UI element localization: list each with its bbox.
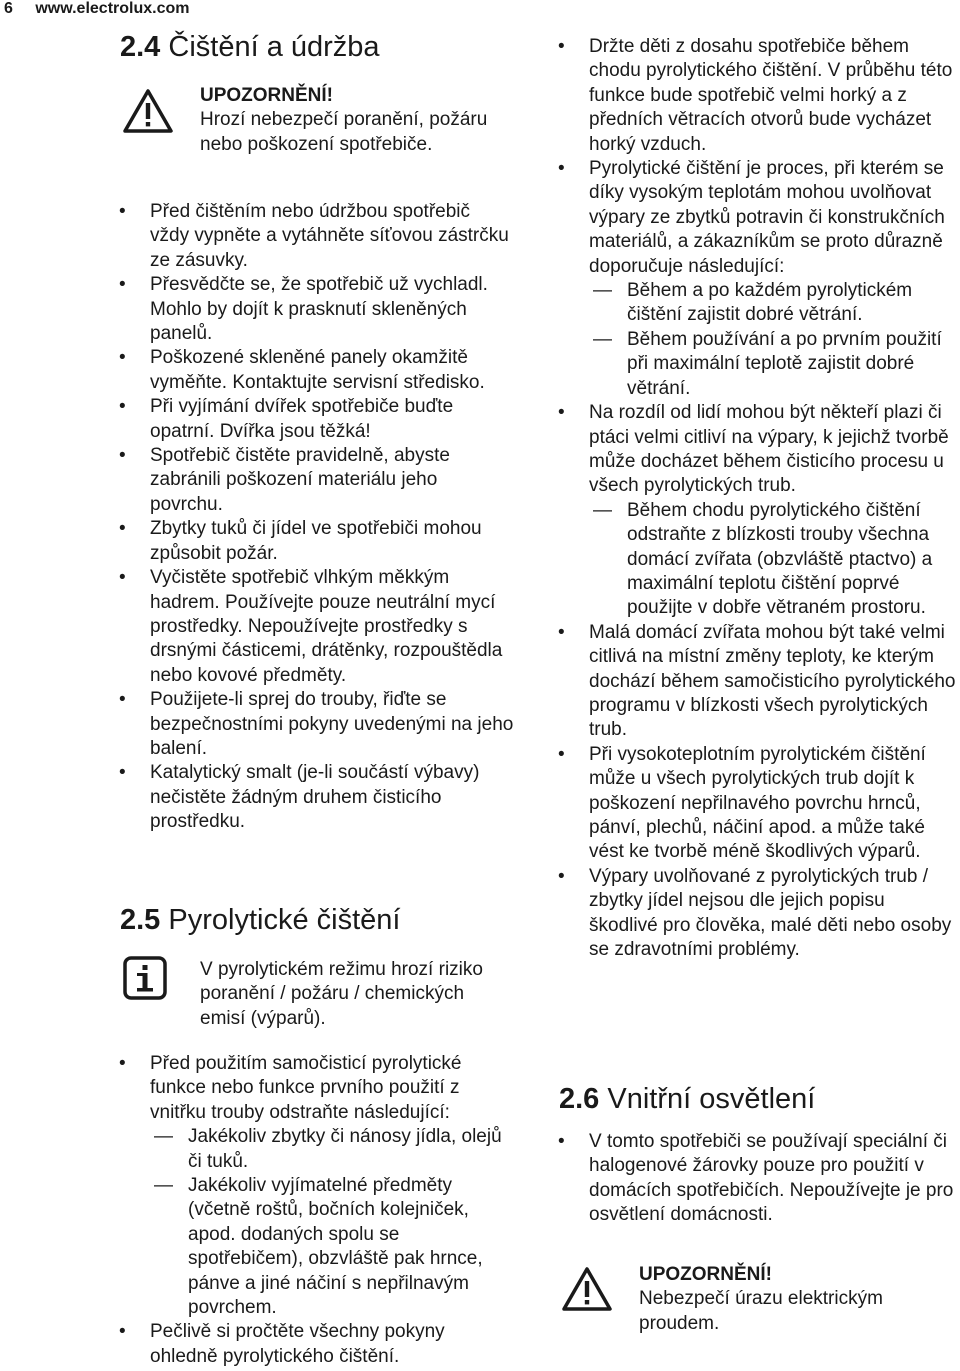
info-box [200,958,510,1031]
warning-text: Nebezpečí úrazu elektrickým proudem. [639,1288,883,1334]
section-2-5-heading [120,904,400,937]
list-item-text: Před použitím samočisticí pyrolytické funkce nebo funkce prvního použití z vnitřku trouby odstraňte následující: [150,1053,462,1123]
list-item: • Přesvědčte se, že spotřebič už vychladl. Mohlo by dojít k prasknutí skleněných panelů. [114,273,514,346]
list-item: • Držte děti z dosahu spotřebiče během chodu pyrolytického čištění. V průběhu této funkce bude spotřebič velmi horký a z předních větracích otvorů bude vycházet horký vzduch. [553,35,958,157]
list-item [553,157,958,401]
sub-list [150,1125,514,1320]
section-number: 2.5 [120,904,161,936]
section-2-4-heading [120,31,380,64]
page-header [4,0,189,18]
list-item: • Před čištěním nebo údržbou spotřebič vždy vypněte a vytáhněte síťovou zástrčku ze zásuvky. [114,200,514,273]
section-title: Čištění a údržba [168,31,380,63]
cleaning-bullet-list [114,200,514,835]
sub-list [589,499,958,621]
section-number: 2.6 [559,1083,600,1115]
section-title: Vnitřní osvětlení [607,1083,816,1115]
list-item: • Při vyjímání dvířek spotřebiče buďte opatrní. Dvířka jsou těžká! [114,395,514,444]
list-item: • Použijete-li sprej do trouby, řiďte se bezpečnostními pokyny uvedenými na jeho balení. [114,688,514,761]
section-title: Pyrolytické čištění [168,904,401,936]
sub-list-item: — Během používání a po prvním použití při maximální teplotě zajistit dobré větrání. [589,328,958,401]
sub-list-item: — Jakékoliv zbytky či nánosy jídla, olejů či tuků. [150,1125,514,1174]
site-url: www.electrolux.com [35,0,190,17]
warning-box [200,84,490,157]
list-item: • Katalytický smalt (je-li součástí výbavy) nečistěte žádným druhem čisticího prostředku. [114,761,514,834]
list-item: • Pečlivě si pročtěte všechny pokyny ohledně pyrolytického čištění. [114,1320,514,1369]
pyrolytic-bullet-list-left [114,1052,514,1369]
warning-title: UPOZORNĚNÍ! [200,85,333,106]
page-number: 6 [4,0,13,17]
list-item: • Zbytky tuků či jídel ve spotřebiči mohou způsobit požár. [114,517,514,566]
lighting-bullet-list [553,1130,958,1228]
warning-triangle-icon [122,88,174,134]
list-item [114,1052,514,1320]
list-item: • Poškozené skleněné panely okamžitě vyměňte. Kontaktujte servisní středisko. [114,346,514,395]
warning-triangle-icon [561,1266,613,1312]
info-text: V pyrolytickém režimu hrozí riziko poranění / požáru / chemických emisí (výparů). [200,959,483,1029]
section-number: 2.4 [120,31,161,63]
sub-list-item: — Jakékoliv vyjímatelné předměty (včetně roštů, bočních kolejniček, apod. dodaných spolu se spotřebičem), obzvláště pak hrnce, pánve a jiné náčiní s nepřilnavým povrchem. [150,1174,514,1320]
list-item-text: Pyrolytické čištění je proces, při kterém se díky vysokým teplotám mohou uvolňovat výpary ze zbytků potravin či konstrukčních materiálů, a zákazníkům se proto důrazně doporučuje následující: [589,158,945,277]
list-item: • V tomto spotřebiči se používají speciální či halogenové žárovky pouze pro použití v domácích spotřebičích. Nepoužívejte je pro osvětlení domácnosti. [553,1130,958,1228]
warning-box [639,1263,939,1336]
list-item: • Malá domácí zvířata mohou být také velmi citlivá na místní změny teploty, ke kterým dochází během samočisticího pyrolytického programu v blízkosti všech pyrolytických trub. [553,621,958,743]
section-2-6-heading [559,1083,815,1116]
warning-title: UPOZORNĚNÍ! [639,1264,772,1285]
pyrolytic-bullet-list-right [553,35,958,962]
list-item: • Výpary uvolňované z pyrolytických trub / zbytky jídel nejsou dle jejich popisu škodlivé pro člověka, malé děti nebo osoby se zdravotními problémy. [553,865,958,963]
info-icon [123,956,167,1000]
list-item [553,401,958,621]
warning-text: Hrozí nebezpečí poranění, požáru nebo poškození spotřebiče. [200,109,488,155]
sub-list-item: — Během chodu pyrolytického čištění odstraňte z blízkosti trouby všechna domácí zvířata (obzvláště ptactvo) a maximální teplotu čištění poprvé použijte v dobře větraném prostoru. [589,499,958,621]
sub-list [589,279,958,401]
list-item: • Vyčistěte spotřebič vlhkým měkkým hadrem. Používejte pouze neutrální mycí prostředky. Nepoužívejte prostředky s drsnými částicemi, drátěnky, rozpouštědla nebo kovové předměty. [114,566,514,688]
list-item-text: Na rozdíl od lidí mohou být někteří plazi či ptáci velmi citliví na výpary, k jejichž tvorbě může docházet během čisticího procesu u všech pyrolytických trub. [589,402,949,497]
sub-list-item: — Během a po každém pyrolytickém čištění zajistit dobré větrání. [589,279,958,328]
list-item: • Spotřebič čistěte pravidelně, abyste zabránili poškození materiálu jeho povrchu. [114,444,514,517]
list-item: • Při vysokoteplotním pyrolytickém čištění může u všech pyrolytických trub dojít k poškození nepřilnavého povrchu hrnců, pánví, plechů, náčiní apod. a může také vést ke tvorbě méně škodlivých výparů. [553,743,958,865]
